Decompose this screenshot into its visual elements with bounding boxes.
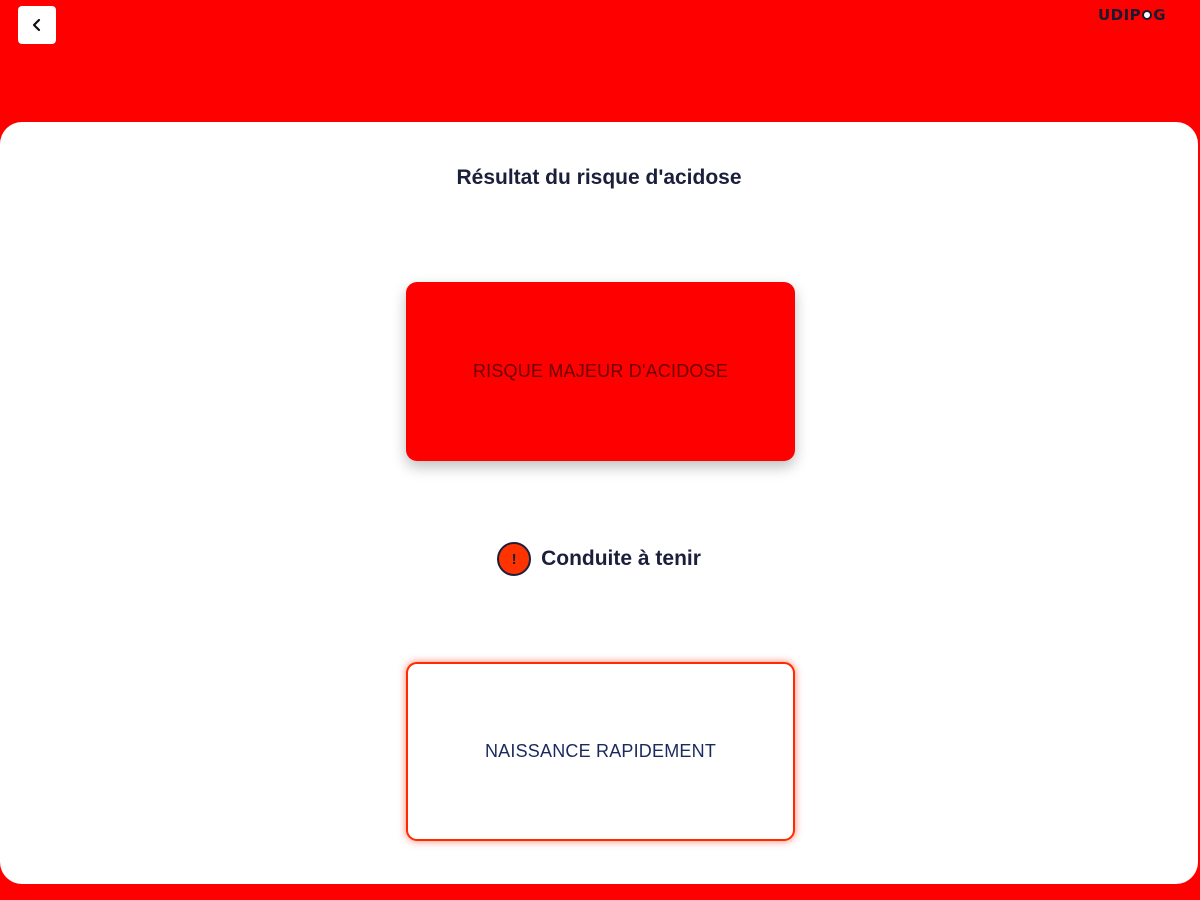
action-recommendation-box xyxy=(406,662,795,841)
chevron-left-icon xyxy=(30,18,44,32)
page-title: Résultat du risque d'acidose xyxy=(456,166,742,189)
risk-result-label: RISQUE MAJEUR D'ACIDOSE xyxy=(472,361,729,381)
conduite-label: Conduite à tenir xyxy=(541,547,701,570)
logo-mark-icon xyxy=(1142,10,1152,20)
conduite-heading xyxy=(0,542,1198,576)
risk-result-box xyxy=(406,282,795,461)
result-card xyxy=(0,122,1198,884)
logo-text-left: UDIP xyxy=(1097,6,1142,24)
alert-icon: ! xyxy=(497,542,531,576)
back-button[interactable] xyxy=(18,6,56,44)
logo-text-right: G xyxy=(1153,6,1166,24)
action-recommendation-label: NAISSANCE RAPIDEMENT xyxy=(484,741,717,761)
app-logo xyxy=(1098,6,1166,24)
